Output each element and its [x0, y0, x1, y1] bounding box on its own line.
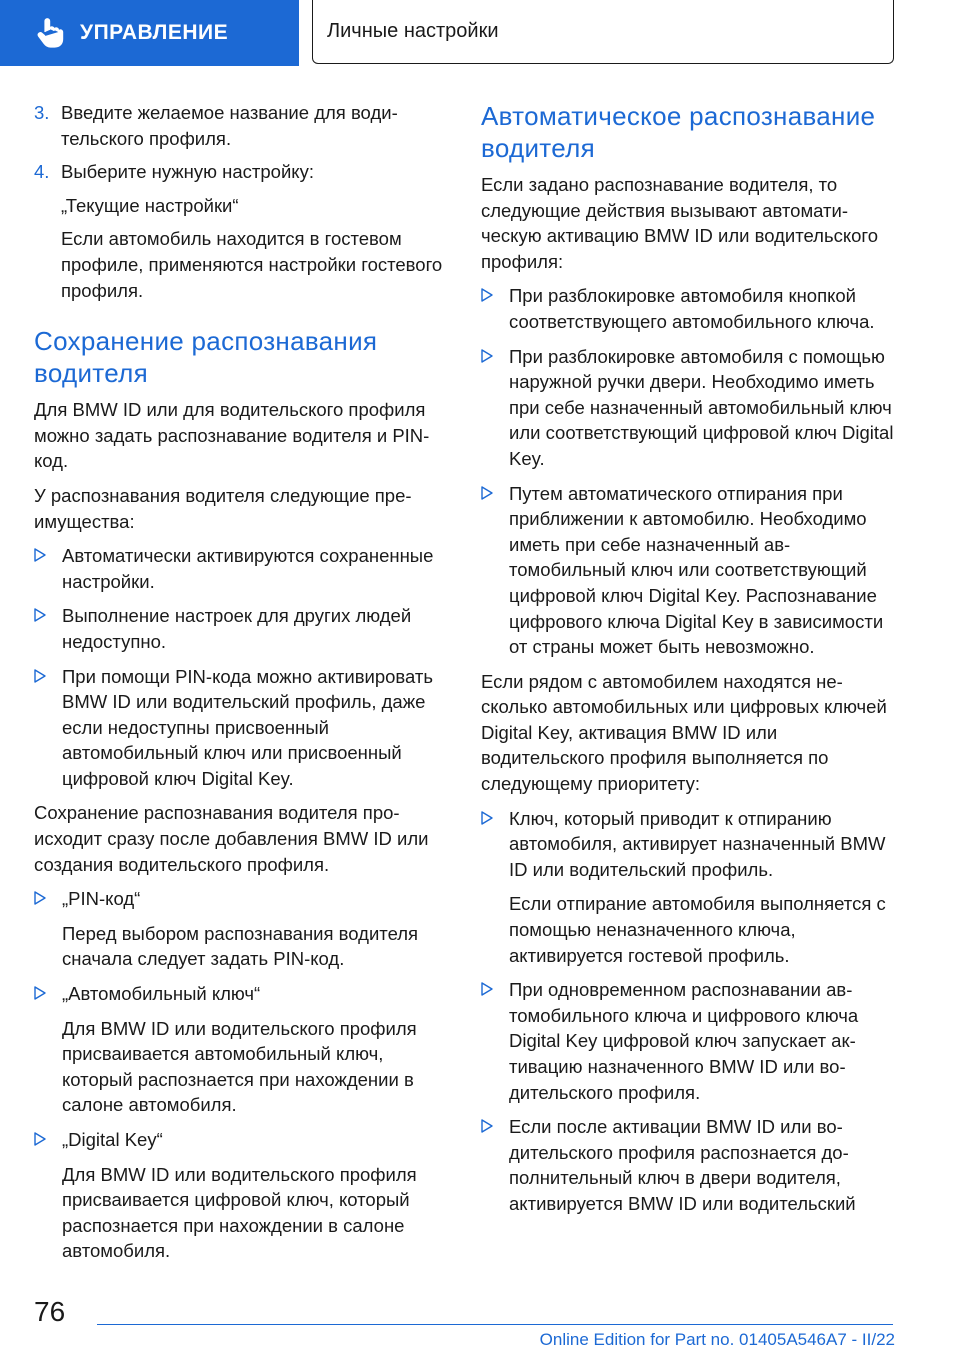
- header-tab[interactable]: [0, 0, 299, 66]
- list-item-text: При разблокировке автомобиля с помощью наружной ручки двери. Необходимо иметь при себе назначенный автомобильный ключ или соответствующий цифровой ключ Digital Key.: [509, 345, 894, 469]
- list-item-description: Для BMW ID или водительского профиля присваивается цифровой ключ, который распознается при нахождении в салоне автомобиля.: [62, 1163, 417, 1262]
- page-number: 76: [34, 1296, 66, 1327]
- bullet-arrow-icon: [34, 543, 62, 594]
- list-item: [34, 886, 446, 912]
- bullet-arrow-icon: [34, 603, 62, 654]
- footer-divider: [97, 1324, 893, 1325]
- bullet-arrow-icon: [34, 1127, 62, 1153]
- list-item-text: „Автомобильный ключ“: [62, 983, 261, 1005]
- paragraph: Если задано распознавание водителя, то следующие действия вызывают автоматическую активацию BMW ID или водительского профиля:: [481, 174, 879, 272]
- list-item: [34, 1127, 446, 1153]
- bullet-arrow-icon: [481, 283, 509, 334]
- list-item-text: Если после активации BMW ID или водительского профиля распознается дополнительный ключ в двери водителя, активируется BMW ID или водительский: [509, 1116, 856, 1214]
- right-column: [481, 100, 899, 1226]
- list-item-text: При помощи PIN-кода можно активировать BMW ID или водительский профиль, даже если недоступны присвоенный автомобильный ключ или присвоенный цифровой ключ Digital Key.: [62, 665, 434, 789]
- bullet-arrow-icon: [481, 806, 509, 883]
- list-item-text: Выполнение настроек для других людей недоступно.: [62, 605, 412, 652]
- list-item: [481, 344, 899, 472]
- list-item-text: Автоматически активируются сохраненные настройки.: [62, 545, 434, 592]
- list-item-text: „PIN-код“: [62, 888, 141, 910]
- step-text: Выберите нужную настройку:: [61, 161, 314, 183]
- step-3: [34, 100, 446, 151]
- hand-pointer-icon: [30, 13, 70, 53]
- list-item-text: Ключ, который приводит к отпиранию автомобиля, активирует назначенный BMW ID или водительский профиль.: [509, 807, 886, 880]
- bullet-arrow-icon: [481, 977, 509, 1105]
- list-item: [481, 283, 899, 334]
- bullet-arrow-icon: [481, 344, 509, 472]
- list-item-description: Перед выбором распознавания водителя сначала следует задать PIN-код.: [62, 922, 419, 970]
- list-item-text: Путем автоматического отпирания при приближении к автомобилю. Необходимо иметь при себе назначенный автомобильный ключ или соответствующий цифровой ключ Digital Key. Распознавание цифрового ключа Digital Key в зависимости от страны может быть невозможно.: [509, 482, 884, 658]
- list-item: [481, 481, 899, 660]
- list-item: [481, 977, 899, 1105]
- list-item-text: При разблокировке автомобиля кнопкой соответствующего автомобильного ключа.: [509, 285, 875, 332]
- step-4-option-note: Если автомобиль находится в гостевом профиле, применяются настройки гостевого профиля.: [61, 228, 443, 301]
- list-item: [481, 1114, 899, 1216]
- step-number: 3.: [34, 102, 50, 123]
- list-item: [34, 664, 446, 792]
- list-item-description: Для BMW ID или водительского профиля присваивается автомобильный ключ, который распознается при нахождении в салоне автомобиля.: [62, 1017, 417, 1116]
- footer-edition: Online Edition for Part no. 01405A546A7 - II/22: [539, 1330, 895, 1349]
- bullet-arrow-icon: [34, 886, 62, 912]
- list-item: [34, 543, 446, 594]
- bullet-arrow-icon: [481, 481, 509, 660]
- list-item: [34, 603, 446, 654]
- header-tab-label: УПРАВЛЕНИЕ: [80, 21, 229, 44]
- section-heading: Сохранение распознавания водителя: [34, 326, 378, 389]
- paragraph: Сохранение распознавания водителя происходит сразу после добавления BMW ID или создания водительского профиля.: [34, 802, 429, 875]
- paragraph: У распознавания водителя следующие преимущества:: [34, 484, 412, 532]
- list-item: [481, 806, 899, 883]
- step-4-option: „Текущие настройки“: [61, 194, 239, 216]
- step-text: Введите желаемое название для водительского профиля.: [61, 102, 398, 149]
- section-title-box: [312, 0, 894, 64]
- list-item-text: При одновременном распознавании автомобильного ключа и цифрового ключа Digital Key цифровой ключ запускает активацию назначенного BMW ID или водительского профиля.: [509, 979, 859, 1103]
- paragraph: Для BMW ID или для водительского профиля можно задать распознавание водителя и PIN-код.: [34, 399, 430, 472]
- bullet-arrow-icon: [34, 981, 62, 1007]
- list-item: [34, 981, 446, 1007]
- step-number: 4.: [34, 161, 50, 183]
- paragraph: Если рядом с автомобилем находятся несколько автомобильных или цифровых ключей Digital Key, активация BMW ID или водительского профиля выполняется по следующему приоритету:: [481, 670, 887, 795]
- bullet-arrow-icon: [34, 664, 62, 792]
- list-item-description: Если отпирание автомобиля выполняется с помощью неназначенного ключа, активируется гостевой профиль.: [509, 893, 886, 966]
- step-4: [34, 159, 446, 185]
- list-item-text: „Digital Key“: [62, 1129, 163, 1150]
- bullet-arrow-icon: [481, 1114, 509, 1216]
- section-title: Личные настройки: [327, 20, 499, 42]
- section-heading: Автоматическое распознавание водителя: [481, 101, 876, 163]
- left-column: [34, 100, 446, 1273]
